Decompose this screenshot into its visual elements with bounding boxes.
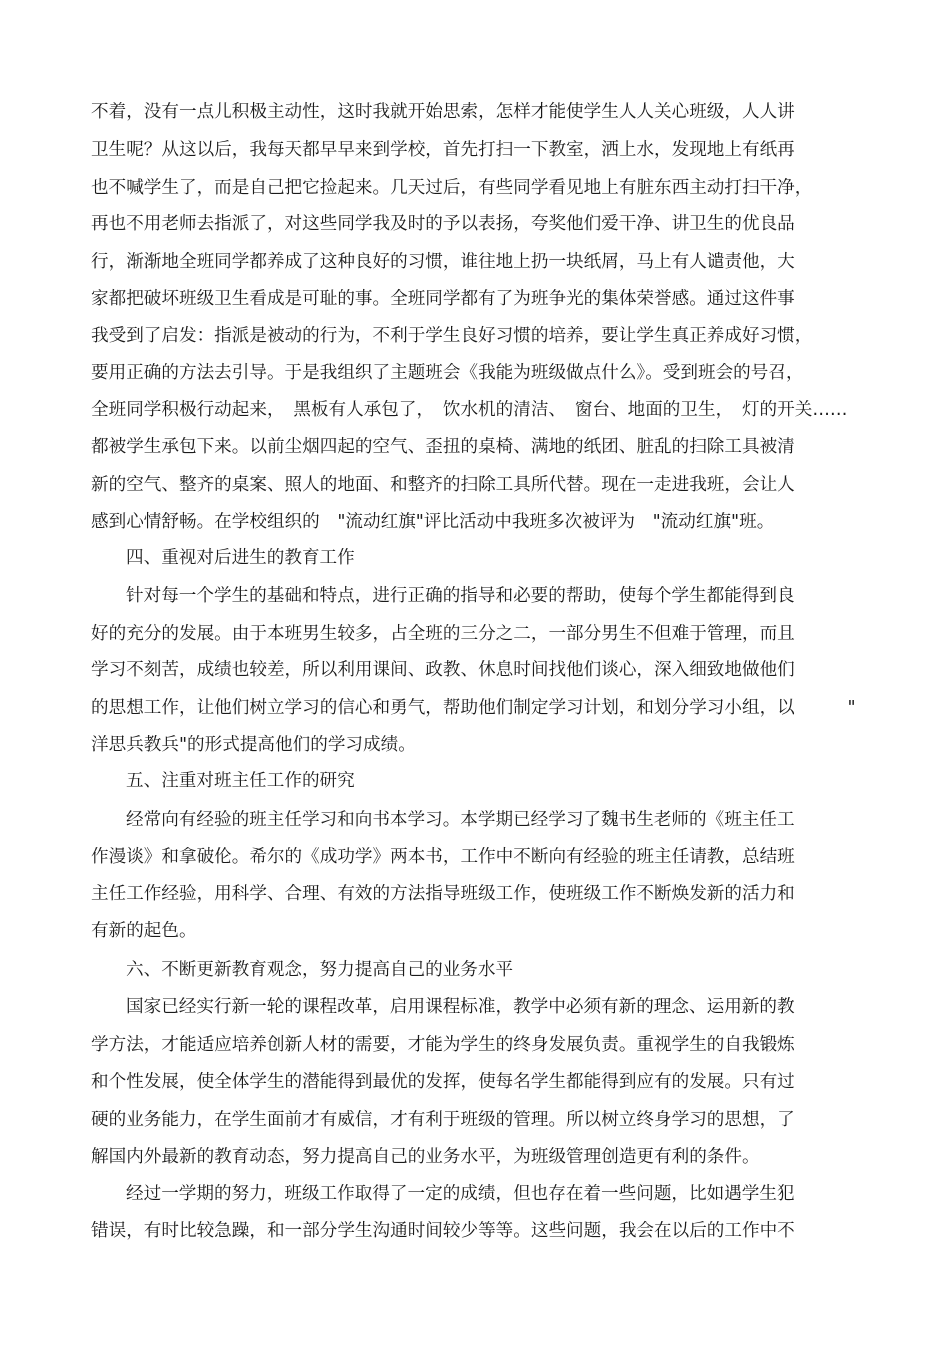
text-line: 主任工作经验，用科学、合理、有效的方法指导班级工作，使班级工作不断焕发新的活力和 xyxy=(91,884,795,904)
text-line: 学习不刻苦，成绩也较差，所以利用课间、政教、休息时间找他们谈心，深入细致地做他们 xyxy=(91,660,795,680)
text-line: 都被学生承包下来。以前尘烟四起的空气、歪扭的桌椅、满地的纸团、脏乱的扫除工具被清 xyxy=(91,437,795,457)
section-heading: 四、重视对后进生的教育工作 xyxy=(126,548,355,568)
text-line: 要用正确的方法去引导。于是我组织了主题班会《我能为班级做点什么》。受到班会的号召， xyxy=(91,363,804,383)
text-line: 好的充分的发展。由于本班男生较多，占全班的三分之二，一部分男生不但难于管理，而且 xyxy=(91,624,795,644)
text-line: 解国内外最新的教育动态，努力提高自己的业务水平，为班级管理创造更有利的条件。 xyxy=(91,1147,760,1167)
text-line: 学方法，才能适应培养创新人材的需要，才能为学生的终身发展负责。重视学生的自我锻炼 xyxy=(91,1035,795,1055)
text-line: 洋思兵教兵"的形式提高他们的学习成绩。 xyxy=(91,735,416,755)
text-line: 错误，有时比较急躁，和一部分学生沟通时间较少等等。这些问题，我会在以后的工作中不 xyxy=(91,1221,795,1241)
text-line: 卫生呢？从这以后，我每天都早早来到学校，首先打扫一下教室，洒上水，发现地上有纸再 xyxy=(91,140,795,160)
section-heading: 五、注重对班主任工作的研究 xyxy=(126,771,355,791)
text-line: 不着，没有一点儿积极主动性，这时我就开始思索，怎样才能使学生人人关心班级，人人讲 xyxy=(91,102,795,122)
text-line: 有新的起色。 xyxy=(91,921,197,941)
text-line: 新的空气、整齐的桌案、照人的地面、和整齐的扫除工具所代替。现在一走进我班，会让人 xyxy=(91,475,795,495)
text-line: 家都把破坏班级卫生看成是可耻的事。全班同学都有了为班争光的集体荣誉感。通过这件事 xyxy=(91,289,795,309)
text-line: 感到心情舒畅。在学校组织的 "流动红旗"评比活动中我班多次被评为 "流动红旗"班。 xyxy=(91,512,775,532)
text-line: 全班同学积极行动起来， 黑板有人承包了， 饮水机的清洁、 窗台、地面的卫生， 灯的开关…… xyxy=(91,400,848,420)
text-line: 和个性发展，使全体学生的潜能得到最优的发挥，使每名学生都能得到应有的发展。只有过 xyxy=(91,1072,795,1092)
text-line: 经常向有经验的班主任学习和向书本学习。本学期已经学习了魏书生老师的《班主任工 xyxy=(126,810,795,830)
text-line: 国家已经实行新一轮的课程改革，启用课程标准，教学中必须有新的理念、运用新的教 xyxy=(126,997,795,1017)
text-line: 作漫谈》和拿破伦。希尔的《成功学》两本书，工作中不断向有经验的班主任请教，总结班 xyxy=(91,847,795,867)
text-line: 行，渐渐地全班同学都养成了这种良好的习惯，谁往地上扔一块纸屑，马上有人谴责他，大 xyxy=(91,252,795,272)
text-line: 也不喊学生了，而是自己把它捡起来。几天过后，有些同学看见地上有脏东西主动打扫干净， xyxy=(91,178,813,198)
text-line: 硬的业务能力，在学生面前才有威信，才有利于班级的管理。所以树立终身学习的思想，了 xyxy=(91,1110,795,1130)
text-line: 我受到了启发：指派是被动的行为，不利于学生良好习惯的培养，要让学生真正养成好习惯， xyxy=(91,326,813,346)
text-line: 针对每一个学生的基础和特点，进行正确的指导和必要的帮助，使每个学生都能得到良 xyxy=(126,586,795,606)
text-line: 经过一学期的努力，班级工作取得了一定的成绩，但也存在着一些问题，比如遇学生犯 xyxy=(126,1184,795,1204)
section-heading: 六、不断更新教育观念，努力提高自己的业务水平 xyxy=(126,960,514,980)
text-line: 的思想工作，让他们树立学习的信心和勇气，帮助他们制定学习计划，和划分学习小组，以 " xyxy=(91,698,856,718)
text-line: 再也不用老师去指派了，对这些同学我及时的予以表扬，夸奖他们爱干净、讲卫生的优良品 xyxy=(91,214,795,234)
